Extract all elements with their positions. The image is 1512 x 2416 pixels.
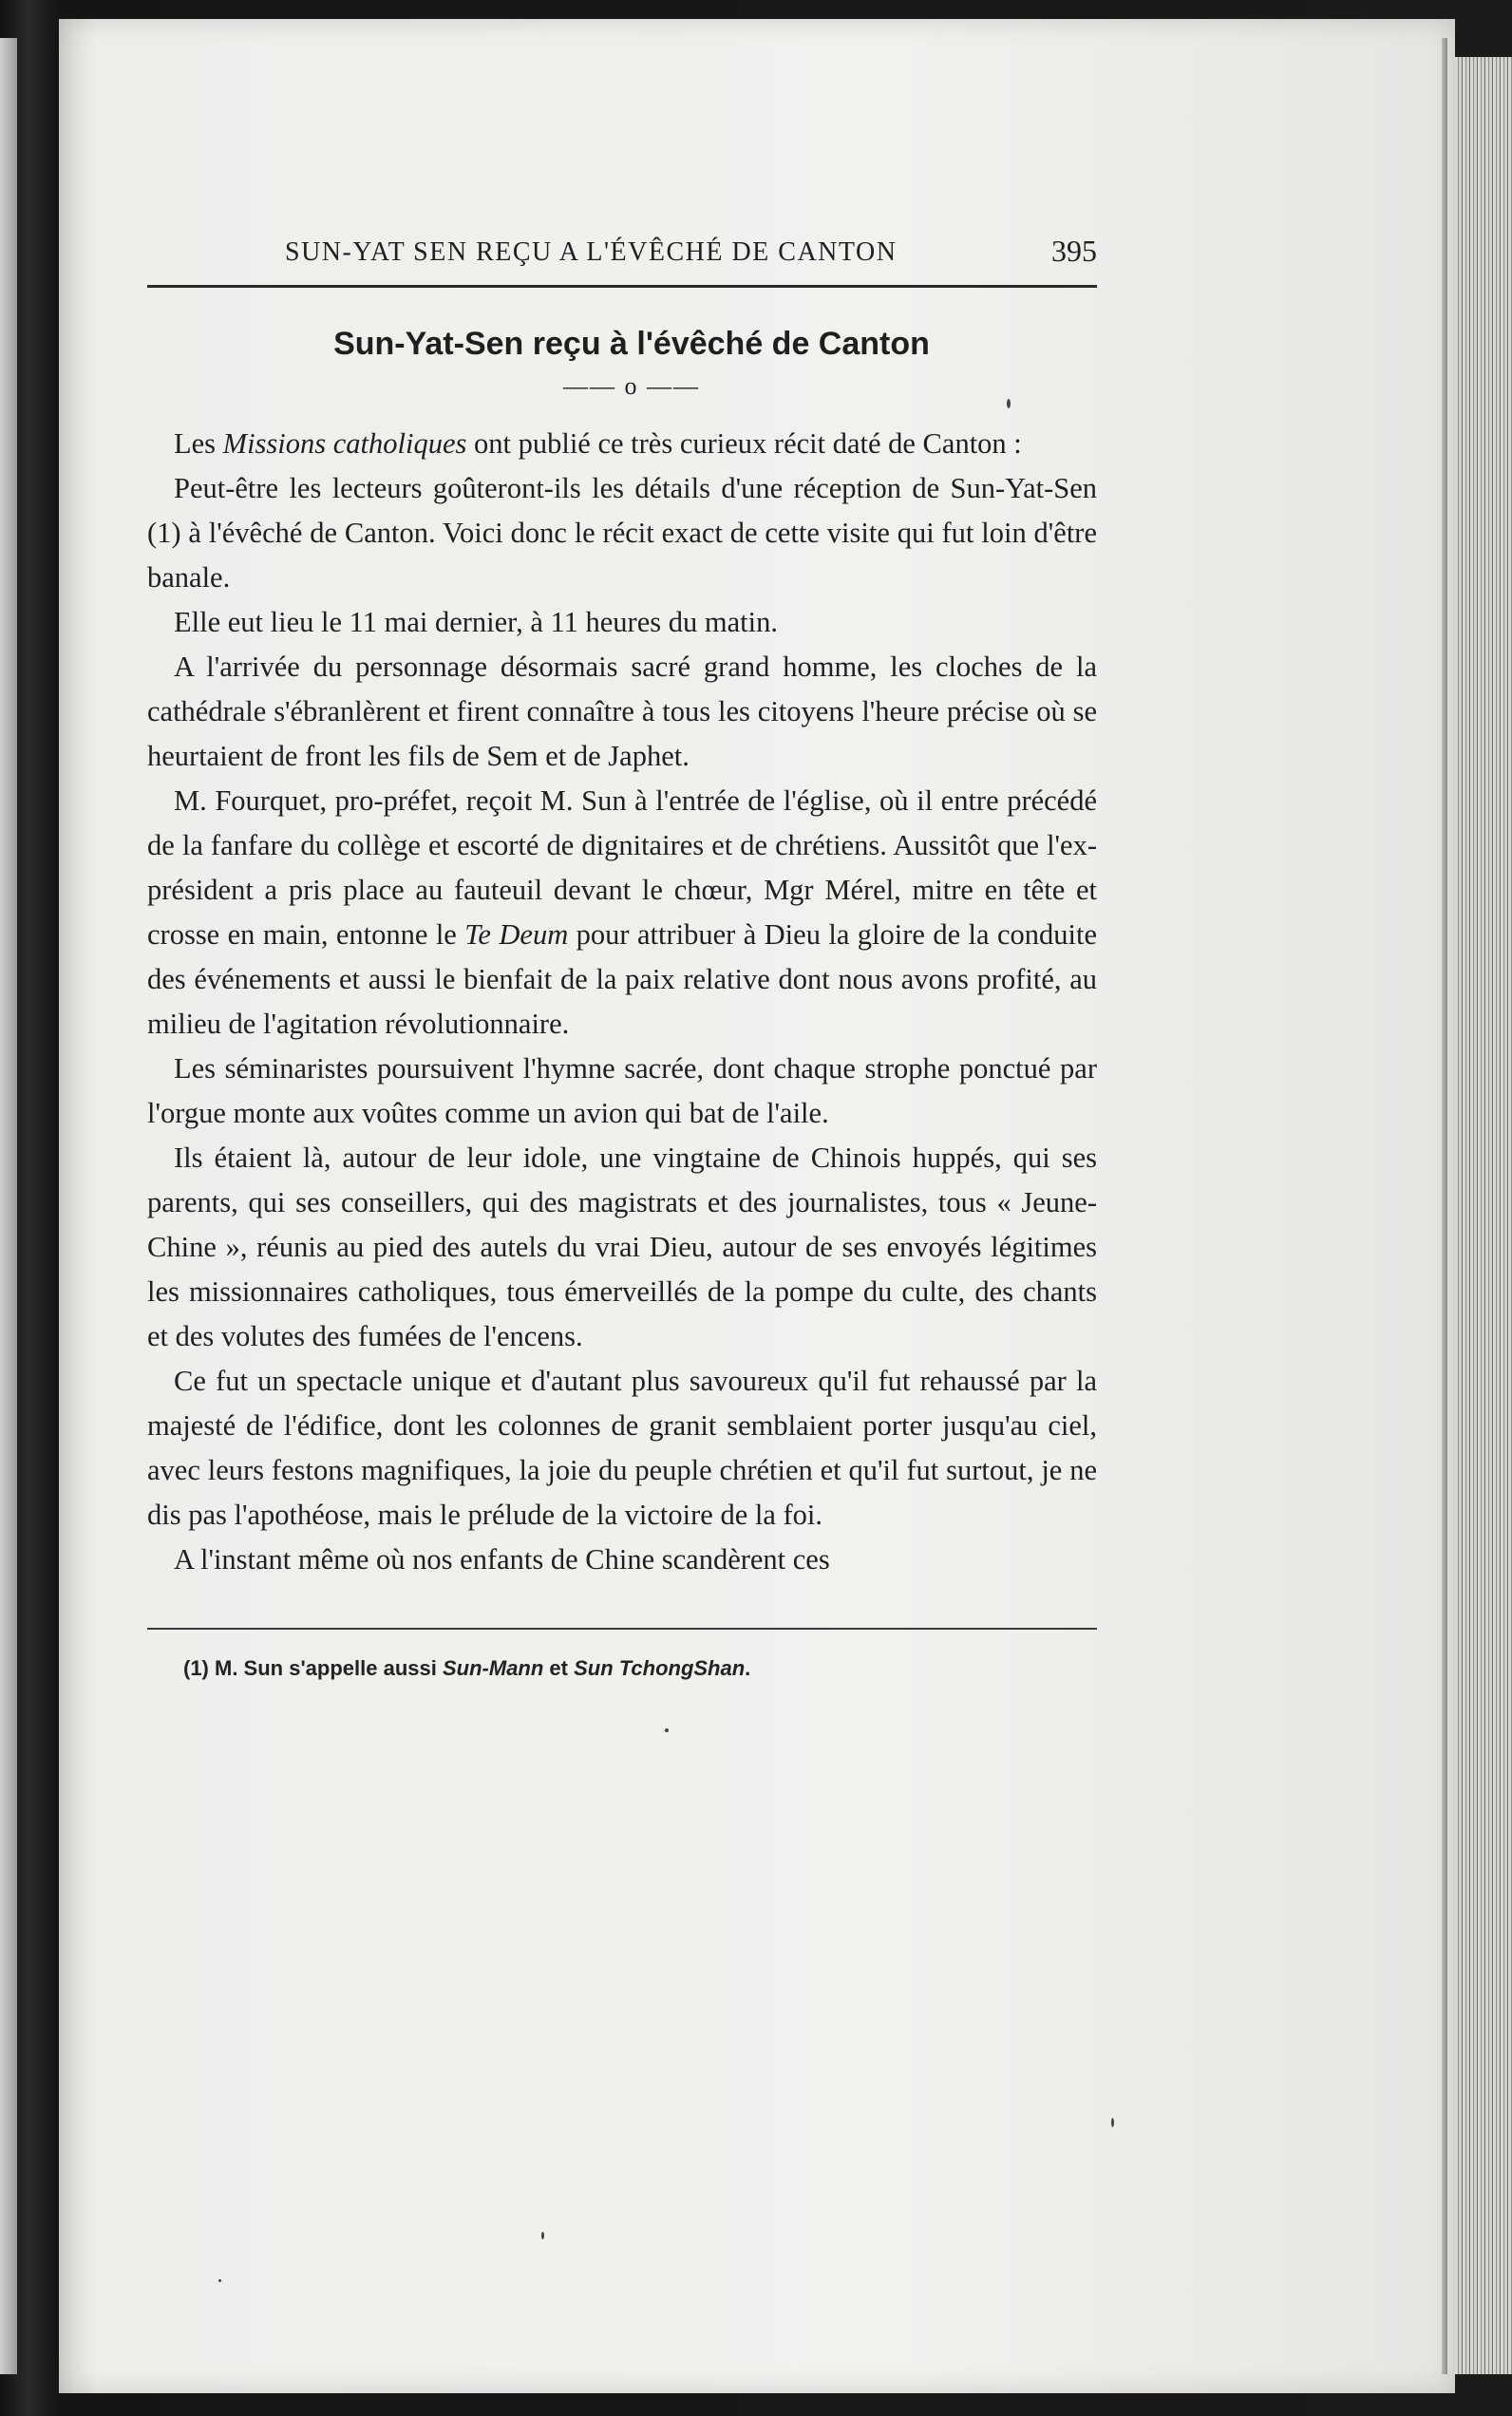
paragraph: Elle eut lieu le 11 mai dernier, à 11 heures du matin. <box>174 606 778 638</box>
paragraph: Ce fut un spectacle unique et d'autant plus savoureux qu'il fut rehaussé par la majesté de l'édifice, dont les colonnes de granit semblaient porter jusqu'au ciel, avec leurs festons magnifiques, la joie du peuple chrétien et qu'il fut surtout, je ne dis pas l'apothéose, mais le prélude de la victoire de la foi. <box>147 1365 1097 1531</box>
paragraph: Peut-être les lecteurs goûteront-ils les détails d'une réception de Sun-Yat-Sen (1) à l'évêché de Canton. Voici donc le récit exact de cette visite qui fut loin d'être banale. <box>147 472 1097 594</box>
running-title: SUN-YAT SEN REÇU A L'ÉVÊCHÉ DE CANTON <box>285 237 898 267</box>
hymn-name: Te Deum <box>464 918 569 951</box>
header-rule <box>147 285 1097 288</box>
paragraph-text: M. Fourquet, pro-préfet, reçoit M. Sun à l'entrée de l'église, où il entre précédé de la fanfare du collège et escorté de dignitaires et de chrétiens. Aussitôt que l'ex-président a pris place au fauteuil devant le chœur, Mgr Mérel, mitre en tête et crosse en main, entonne le <box>147 784 1097 951</box>
paragraph: Ils étaient là, autour de leur idole, une vingtaine de Chinois huppés, qui ses parents, qui ses conseillers, qui des magistrats et des journalistes, tous « Jeune-Chine », réunis au pied des autels du vrai Dieu, autour de ses envoyés légitimes les missionnaires catholiques, tous émerveillés de la pompe du culte, des chants et des volutes des fumées de l'encens. <box>147 1142 1097 1352</box>
paragraph-text: pour attribuer à Dieu la gloire de la conduite des événements et aussi le bienfait de la paix relative dont nous avons profité, au milieu de l'agitation révolutionnaire. <box>147 918 1097 1040</box>
scan-speck <box>1111 2118 1114 2127</box>
page-edge-shadow <box>1442 38 1447 2374</box>
running-header <box>147 234 1097 285</box>
publication-name: Missions catholiques <box>222 427 467 460</box>
paragraph: A l'arrivée du personnage désormais sacré grand homme, les cloches de la cathédrale s'ébranlèrent et firent connaître à tous les citoyens l'heure précise où se heurtaient de front les fils de Sem et de Japhet. <box>147 651 1097 772</box>
footnote-name: Sun TchongShan <box>574 1656 746 1680</box>
footnote-text: . <box>745 1656 751 1680</box>
scan-speck <box>541 2232 544 2239</box>
paragraph-text: Les <box>174 427 223 460</box>
scan-speck <box>1007 399 1011 408</box>
title-ornament: —— o —— <box>563 372 700 400</box>
footnote-rule <box>147 1628 1097 1630</box>
article-body <box>147 422 1097 1582</box>
page-content <box>147 234 1097 1681</box>
footnote <box>147 1656 1097 1681</box>
page-number: 395 <box>1051 234 1097 268</box>
footnote-name: Sun-Mann <box>442 1656 544 1680</box>
paragraph <box>147 779 1097 1047</box>
footnote-text: et <box>543 1656 575 1680</box>
scan-speck <box>218 2279 221 2282</box>
footnote-text: (1) M. Sun s'appelle aussi <box>183 1656 443 1680</box>
paragraph: A l'instant même où nos enfants de Chine scandèrent ces <box>174 1543 830 1576</box>
facing-page-edge <box>0 38 17 2374</box>
stacked-page-edges <box>1455 57 1512 2374</box>
paragraph: Les séminaristes poursuivent l'hymne sacrée, dont chaque strophe ponctué par l'orgue monte aux voûtes comme un avion qui bat de l'aile. <box>147 1052 1097 1129</box>
scan-speck <box>665 1728 669 1732</box>
paragraph-text: ont publié ce très curieux récit daté de Canton : <box>466 427 1022 460</box>
article-title: Sun-Yat-Sen reçu à l'évêché de Canton <box>333 326 930 362</box>
paragraph <box>147 422 1097 466</box>
